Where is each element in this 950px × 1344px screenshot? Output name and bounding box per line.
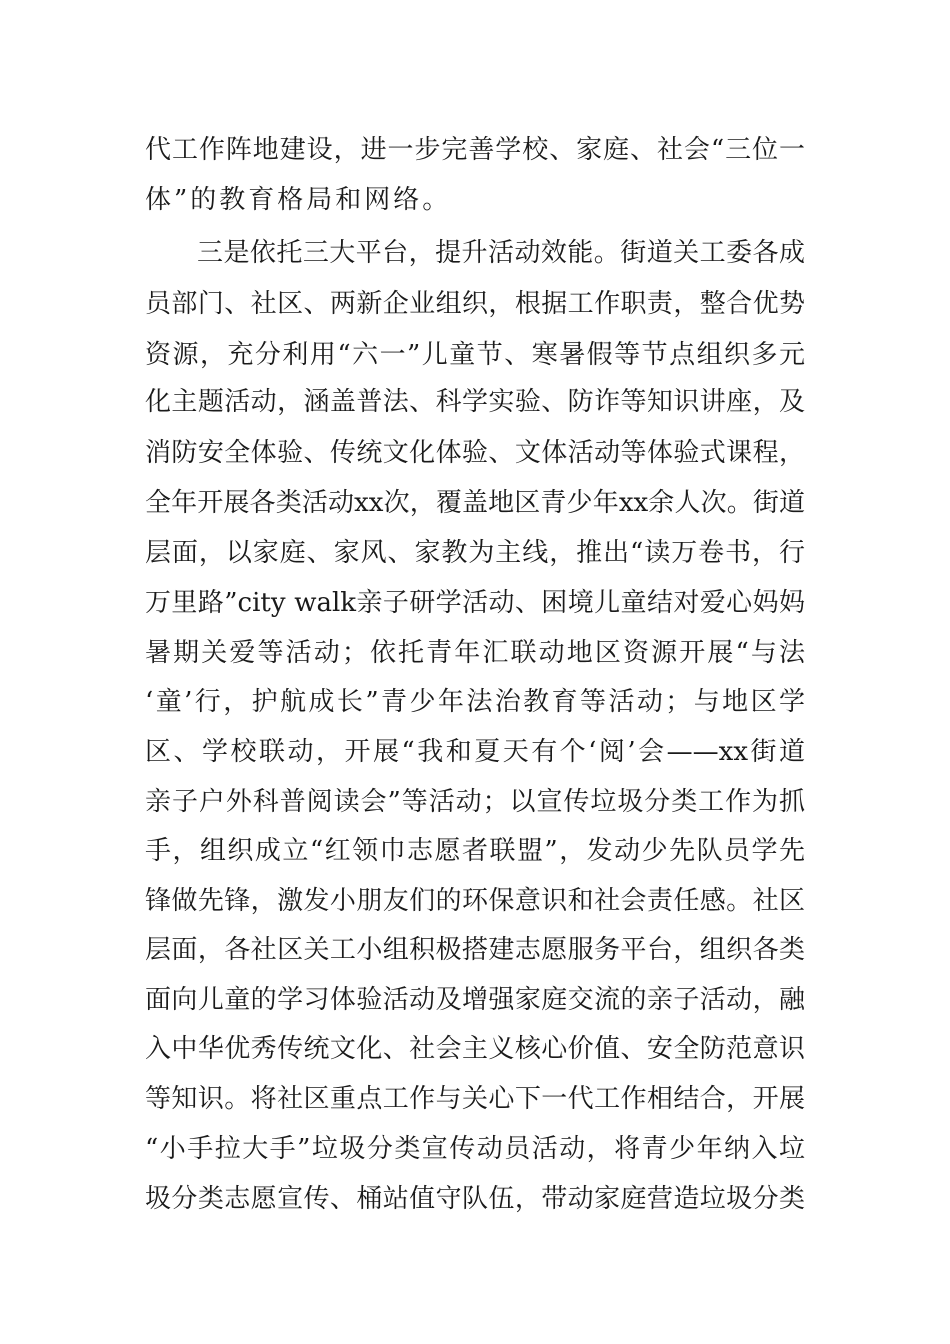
text-line: “小手拉大手”垃圾分类宣传动员活动，将青少年纳入垃 xyxy=(145,1134,805,1164)
text-line: 层面，各社区关工小组积极搭建志愿服务平台，组织各类 xyxy=(145,935,805,965)
text-line: 入中华优秀传统文化、社会主义核心价值、安全防范意识 xyxy=(145,1034,805,1064)
text-line: 面向儿童的学习体验活动及增强家庭交流的亲子活动，融 xyxy=(145,985,805,1015)
text-line: 化主题活动，涵盖普法、科学实验、防诈等知识讲座，及 xyxy=(145,387,805,417)
text-line: 体”的教育格局和网络。 xyxy=(145,185,452,215)
text-line: 暑期关爱等活动；依托青年汇联动地区资源开展“与法 xyxy=(145,638,805,668)
text-line: 员部门、社区、两新企业组织，根据工作职责，整合优势 xyxy=(145,289,805,319)
text-line: 资源，充分利用“六一”儿童节、寒暑假等节点组织多元 xyxy=(145,340,805,370)
text-line: 等知识。将社区重点工作与关心下一代工作相结合，开展 xyxy=(145,1084,805,1114)
text-line: ‘童’行，护航成长”青少年法治教育等活动；与地区学 xyxy=(145,687,805,717)
text-line: 亲子户外科普阅读会”等活动；以宣传垃圾分类工作为抓 xyxy=(145,787,805,817)
text-line: 全年开展各类活动xx次，覆盖地区青少年xx余人次。街道 xyxy=(145,488,805,518)
text-line: 消防安全体验、传统文化体验、文体活动等体验式课程， xyxy=(145,438,805,468)
text-line: 手，组织成立“红领巾志愿者联盟”，发动少先队员学先 xyxy=(145,836,805,866)
text-line: 区、学校联动，开展“我和夏天有个‘阅’会——xx街道 xyxy=(145,737,805,767)
text-line: 层面，以家庭、家风、家教为主线，推出“读万卷书，行 xyxy=(145,538,805,568)
paragraph-start-line: 三是依托三大平台，提升活动效能。街道关工委各成 xyxy=(197,238,805,268)
text-line: 锋做先锋，激发小朋友们的环保意识和社会责任感。社区 xyxy=(145,886,805,916)
text-line: 万里路”city walk亲子研学活动、困境儿童结对爱心妈妈 xyxy=(145,588,805,618)
text-line: 代工作阵地建设，进一步完善学校、家庭、社会“三位一 xyxy=(145,135,805,165)
text-line: 圾分类志愿宣传、桶站值守队伍，带动家庭营造垃圾分类 xyxy=(145,1184,805,1214)
